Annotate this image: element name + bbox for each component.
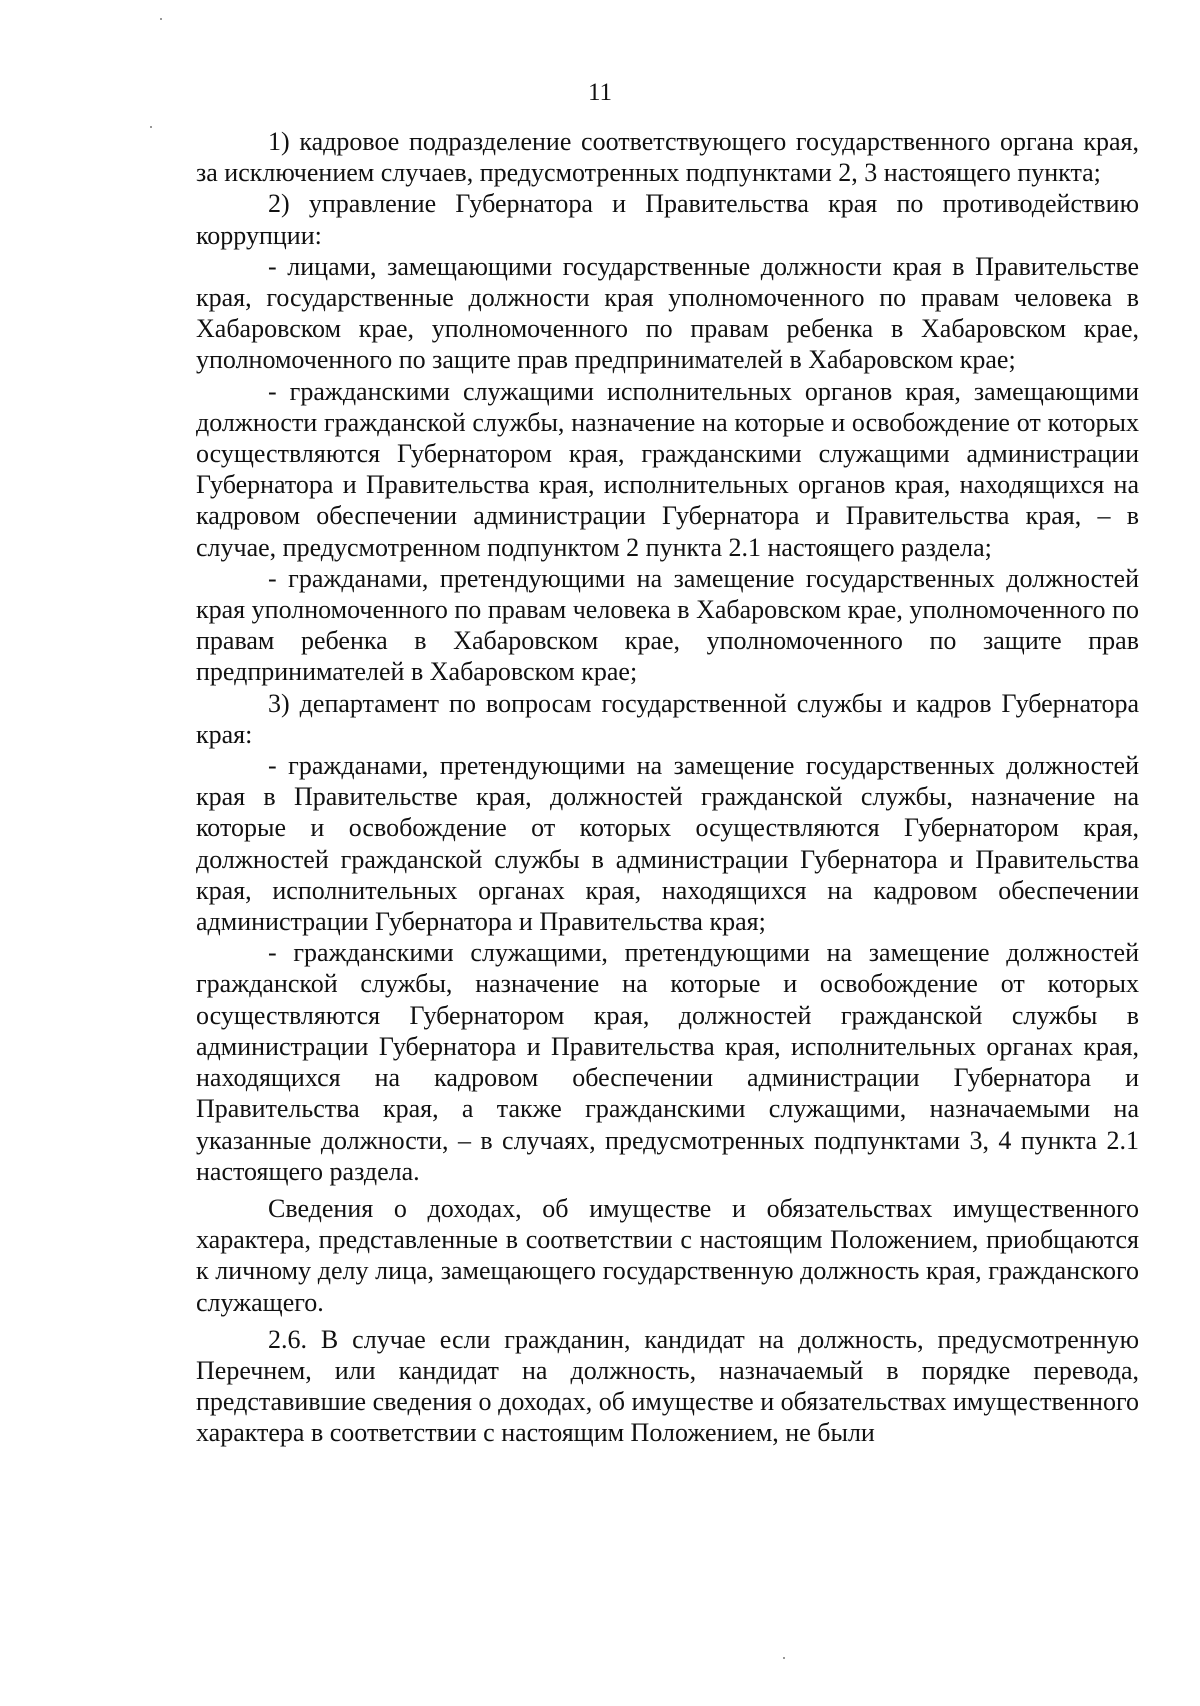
paragraph-bullet-officials: - лицами, замещающими государственные должности края в Правительстве края, государственные должности края уполномоченного по правам человека в Хабаровском крае, уполномоченного по правам ребенка в Хабаровском крае, уполномоченного по защите прав предпринимателей в Хабаровском крае; — [196, 251, 1139, 375]
paragraph-subitem-3: 3) департамент по вопросам государственной службы и кадров Губернатора края: — [196, 688, 1139, 749]
paragraph-bullet-candidates-ombudsman: - гражданами, претендующими на замещение государственных должностей края уполномоченного по правам человека в Хабаровском крае, уполномоченного по правам ребенка в Хабаровском крае, уполномоченного по защите прав предпринимателей в Хабаровском крае; — [196, 563, 1139, 687]
paragraph-subitem-1: 1) кадровое подразделение соответствующего государственного органа края, за исключением случаев, предусмотренных подпунктами 2, 3 настоящего пункта; — [196, 127, 1139, 188]
paragraph-subitem-2: 2) управление Губернатора и Правительства края по противодействию коррупции: — [196, 189, 1139, 250]
paragraph-bullet-civil-servants: - гражданскими служащими исполнительных органов края, замещающими должности гражданской службы, назначение на которые и освобождение от которых осуществляются Губернатором края, гражданскими служащими администрации Губернатора и Правительства края, исполнительных органов края, находящихся на кадровом обеспечении администрации Губернатора и Правительства края, – в случае, предусмотренном подпунктом 2 пункта 2.1 настоящего раздела; — [196, 376, 1139, 562]
scan-speck — [150, 126, 152, 128]
scan-speck — [783, 1657, 785, 1659]
scan-speck — [160, 18, 162, 20]
page-number: 11 — [587, 79, 613, 106]
document-body — [196, 126, 1139, 1449]
paragraph-section-2-6: 2.6. В случае если гражданин, кандидат на должность, предусмотренную Перечнем, или кандидат на должность, назначаемый в порядке перевода, представившие сведения о доходах, об имуществе и обязательствах имущественного характера в соответствии с настоящим Положением, не были — [196, 1324, 1139, 1448]
paragraph-bullet-candidates-government: - гражданами, претендующими на замещение государственных должностей края в Правительстве края, должностей гражданской службы, назначение на которые и освобождение от которых осуществляются Губернатором края, должностей гражданской службы в администрации Губернатора и Правительства края, исполнительных органах края, находящихся на кадровом обеспечении администрации Губернатора и Правительства края; — [196, 751, 1139, 937]
paragraph-information-attached: Сведения о доходах, об имуществе и обязательствах имущественного характера, представленные в соответствии с настоящим Положением, приобщаются к личному делу лица, замещающего государственную должность края, гражданского служащего. — [196, 1193, 1139, 1317]
paragraph-bullet-servants-candidates: - гражданскими служащими, претендующими на замещение должностей гражданской службы, назначение на которые и освобождение от которых осуществляются Губернатором края, должностей гражданской службы в администрации Губернатора и Правительства края, исполнительных органах края, находящихся на кадровом обеспечении администрации Губернатора и Правительства края, а также гражданскими служащими, назначаемыми на указанные должности, – в случаях, предусмотренных подпунктами 3, 4 пункта 2.1 настоящего раздела. — [196, 938, 1139, 1186]
